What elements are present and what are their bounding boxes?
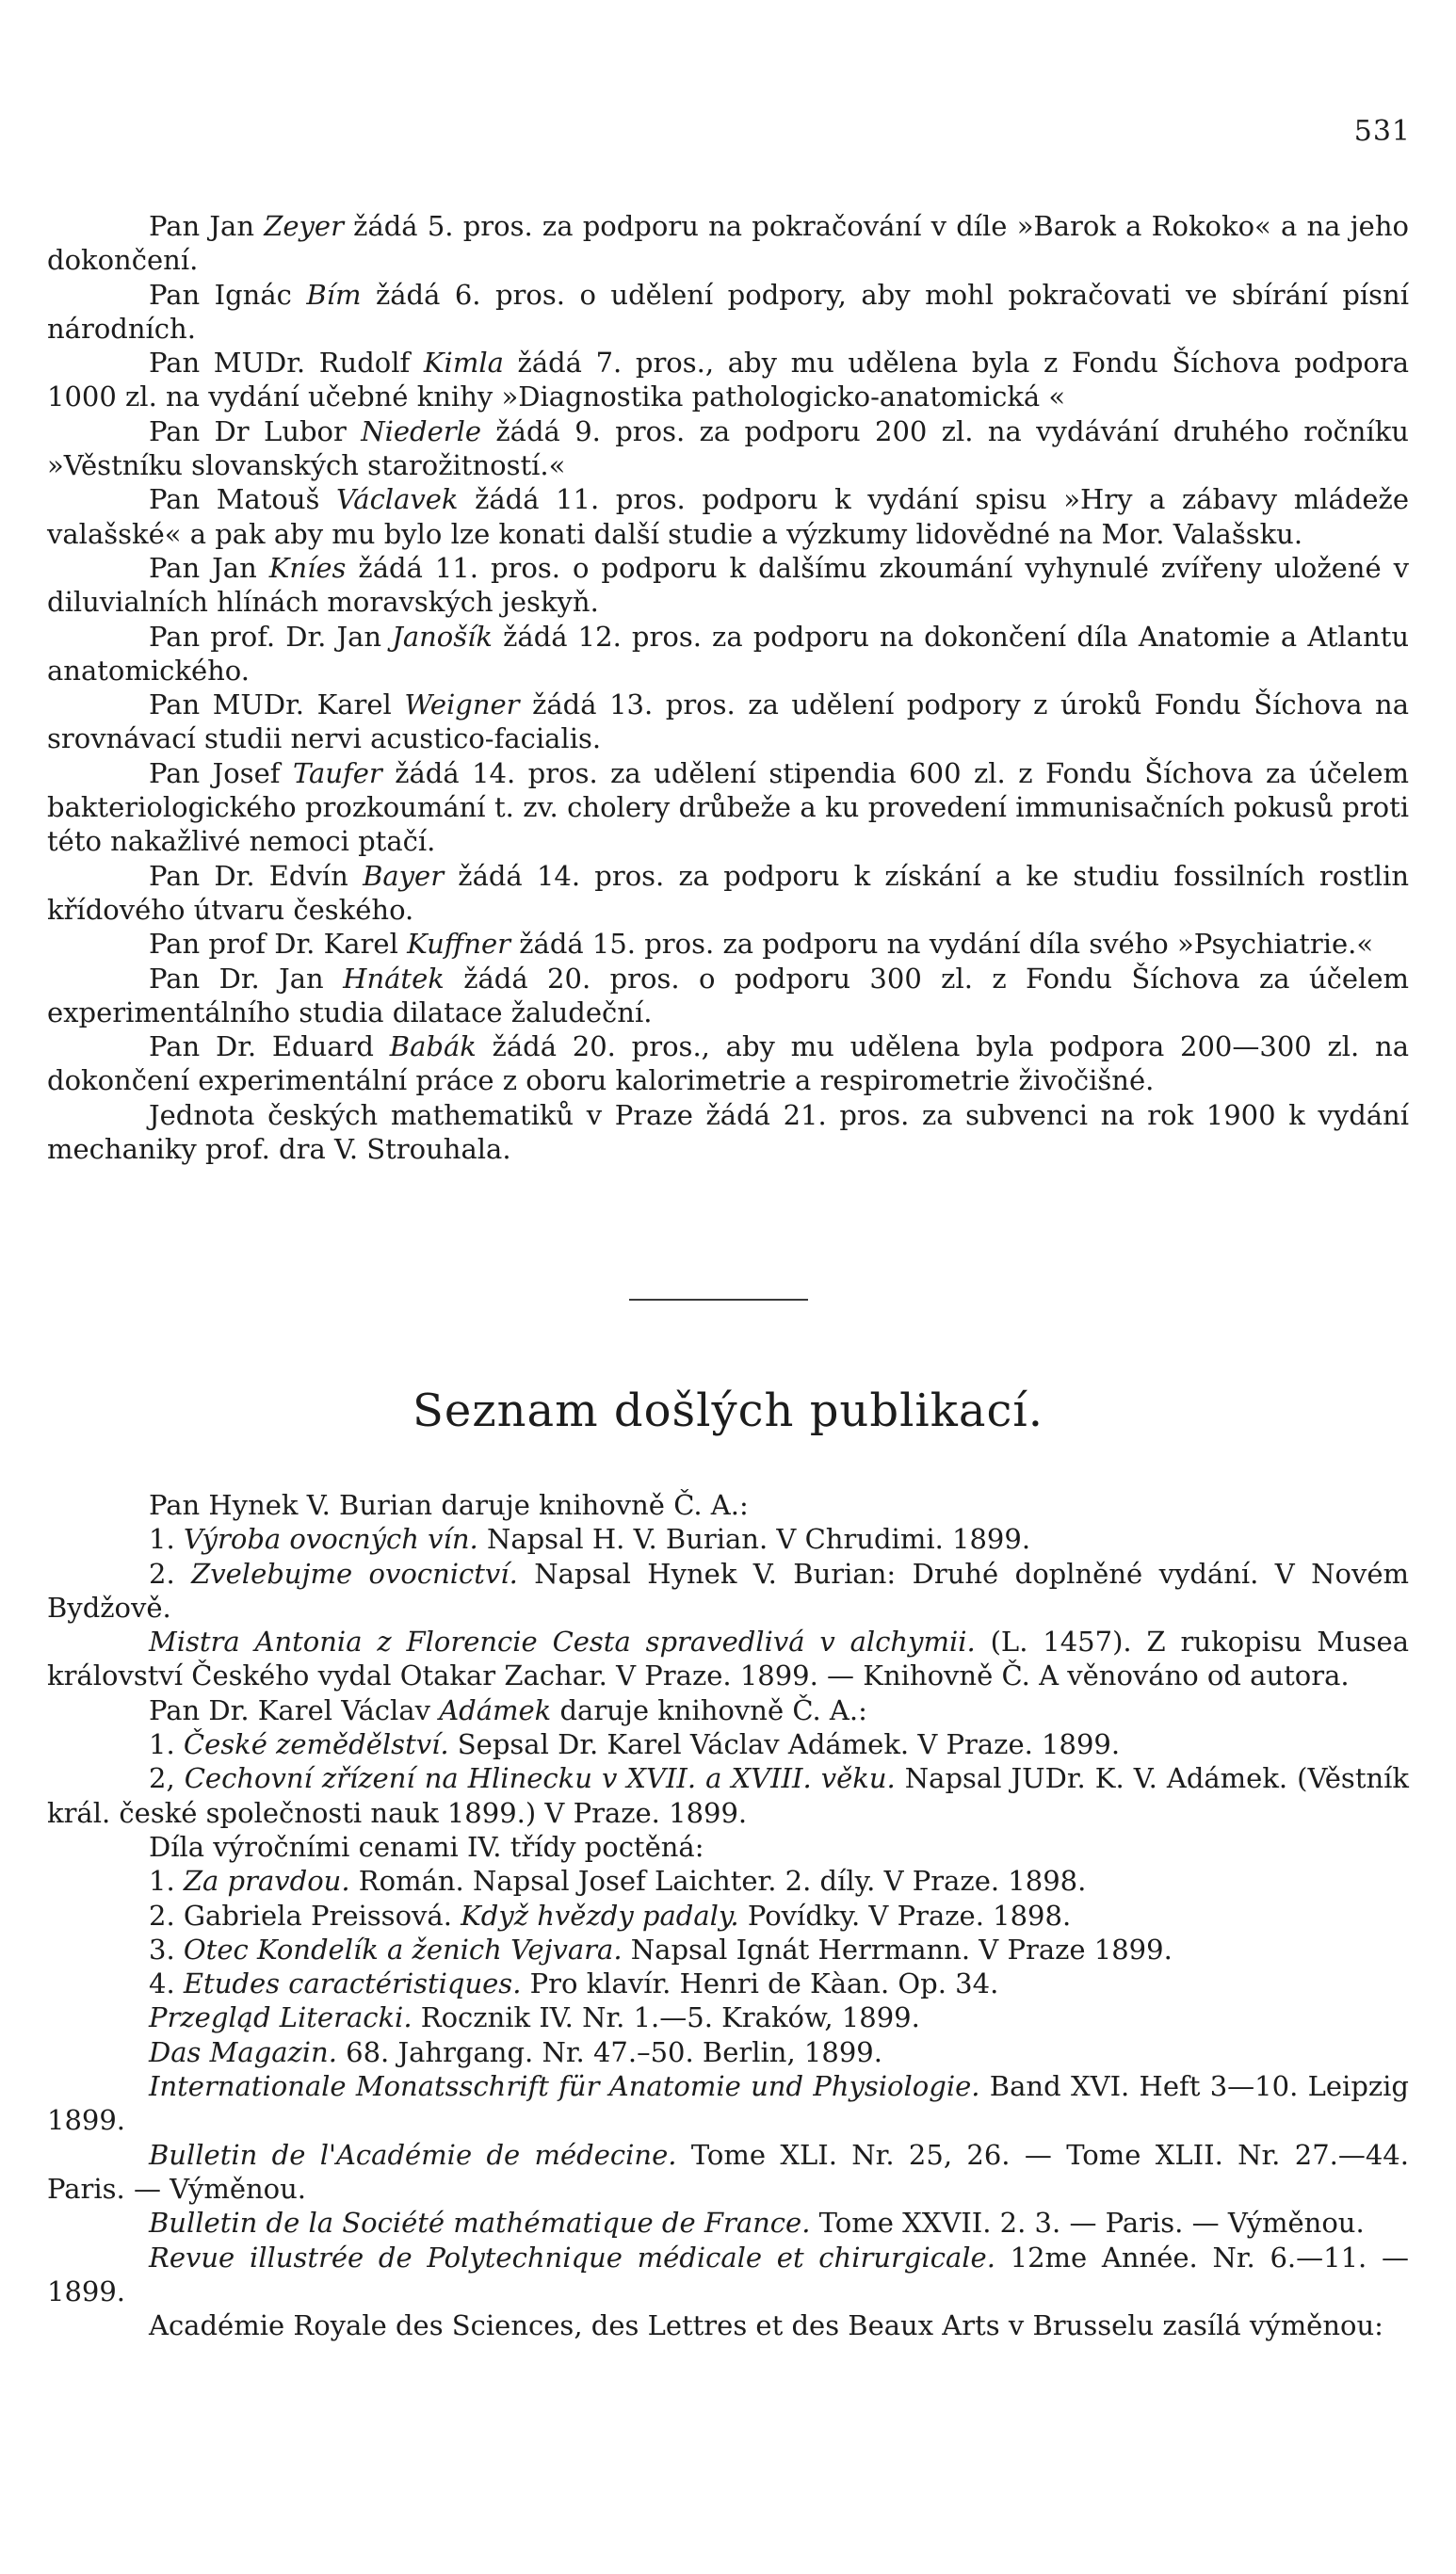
request-paragraph: Pan Ignác Bím žádá 6. pros. o udělení podpory, aby mohl pokračovati ve sbírání písní národních. [47, 278, 1410, 345]
publication-entry: 1. Výroba ovocných vín. Napsal H. V. Burian. V Chrudimi. 1899. [149, 1523, 1031, 1556]
publications-section [47, 1488, 1409, 2342]
publication-entry: Díla výročními cenami IV. třídy poctěná: [149, 1830, 704, 1863]
publication-entry: Revue illustrée de Polytechnique médicale et chirurgicale. 12me Année. Nr. 6.—11. — 1899. [47, 2241, 1409, 2307]
section-title: Seznam došlých publikací. [413, 1384, 1043, 1437]
request-paragraph: Pan prof. Dr. Jan Janošík žádá 12. pros. za podporu na dokončení díla Anatomie a Atlantu anatomického. [47, 620, 1409, 687]
publication-entry: Przegląd Literacki. Rocznik IV. Nr. 1.—5. Kraków, 1899. [149, 2001, 920, 2034]
request-paragraph: Pan Jan Zeyer žádá 5. pros. za podporu na pokračování v díle »Barok a Rokoko« a na jeho dokončení. [47, 210, 1409, 277]
publication-entry: 1. Za pravdou. Román. Napsal Josef Laichter. 2. díly. V Praze. 1898. [149, 1865, 1087, 1898]
publication-entry: Pan Dr. Karel Václav Adámek daruje knihovně Č. A.: [149, 1693, 867, 1726]
publication-entry: Das Magazin. 68. Jahrgang. Nr. 47.–50. Berlin, 1899. [149, 2035, 882, 2068]
request-paragraph: Pan prof Dr. Karel Kuffner žádá 15. pros. za podporu na vydání díla svého »Psychiatrie.« [149, 928, 1374, 961]
requests-section [47, 209, 1409, 1166]
request-paragraph: Pan Jan Kníes žádá 11. pros. o podporu k dalšímu zkoumání vyhynulé zvířeny uložené v diluvialních hlínách moravských jeskyň. [47, 551, 1409, 619]
publication-entry: Pan Hynek V. Burian daruje knihovně Č. A.: [149, 1489, 749, 1521]
publication-entry: Internationale Monatsschrift für Anatomie und Physiologie. Band XVI. Heft 3—10. Leipzig 1899. [47, 2070, 1409, 2137]
section-divider [629, 1299, 808, 1301]
publication-entry: 2. Zvelebujme ovocnictví. Napsal Hynek V. Burian: Druhé doplněné vydání. V Novém Bydžově. [47, 1557, 1410, 1624]
request-paragraph: Pan MUDr. Karel Weigner žádá 13. pros. za udělení podpory z úroků Fondu Šíchova na srovnávací studii nervi acustico-facialis. [47, 688, 1410, 755]
publication-entry: Bulletin de la Société mathématique de France. Tome XXVII. 2. 3. — Paris. — Výměnou. [149, 2207, 1365, 2240]
publication-entry: Mistra Antonia z Florencie Cesta spravedlivá v alchymii. (L. 1457). Z rukopisu Musea království Českého vydal Otakar Zachar. V Praze. 1899. — Knihovně Č. A věnováno od autora. [47, 1626, 1409, 1692]
publication-entry: 2, Cechovní zřízení na Hlinecku v XVII. a XVIII. věku. Napsal JUDr. K. V. Adámek. (Věstník král. české společnosti nauk 1899.) V Praze. 1899. [47, 1762, 1409, 1829]
request-paragraph: Pan Matouš Václavek žádá 11. pros. podporu k vydání spisu »Hry a zábavy mládeže valašské« a pak aby mu bylo lze konati další studie a výzkumy lidovědné na Mor. Valašsku. [47, 483, 1409, 550]
publication-entry: Bulletin de l'Académie de médecine. Tome XLI. Nr. 25, 26. — Tome XLII. Nr. 27.—44. Paris. — Výměnou. [47, 2138, 1409, 2205]
publication-entry: 2. Gabriela Preissová. Když hvězdy padaly. Povídky. V Praze. 1898. [149, 1899, 1072, 1932]
request-paragraph: Pan Josef Taufer žádá 14. pros. za udělení stipendia 600 zl. z Fondu Šíchova za účelem bakteriologického prozkoumání t. zv. cholery drůbeže a ku provedení immunisačních pokusů proti této nakažlivé nemoci ptačí. [47, 756, 1409, 858]
publication-entry: Académie Royale des Sciences, des Lettres et des Beaux Arts v Brusselu zasílá výměnou: [149, 2309, 1383, 2342]
request-paragraph: Pan MUDr. Rudolf Kimla žádá 7. pros., aby mu udělena byla z Fondu Šíchova podpora 1000 zl. na vydání učebné knihy »Diagnostika pathologicko-anatomická « [47, 347, 1410, 413]
request-paragraph: Pan Dr. Edvín Bayer žádá 14. pros. za podporu k získání a ke studiu fossilních rostlin křídového útvaru českého. [47, 859, 1409, 926]
request-paragraph: Pan Dr Lubor Niederle žádá 9. pros. za podporu 200 zl. na vydávání druhého ročníku »Věstníku slovanských starožitností.« [47, 414, 1409, 482]
page-number: 531 [1353, 115, 1411, 148]
request-paragraph: Pan Dr. Eduard Babák žádá 20. pros., aby mu udělena byla podpora 200—300 zl. na dokončení experimentální práce z oboru kalorimetrie a respirometrie živočišné. [47, 1030, 1409, 1097]
publication-entry: 1. České zemědělství. Sepsal Dr. Karel Václav Adámek. V Praze. 1899. [149, 1728, 1121, 1761]
publication-entry: 3. Otec Kondelík a ženich Vejvara. Napsal Ignát Herrmann. V Praze 1899. [149, 1933, 1173, 1966]
request-paragraph: Pan Dr. Jan Hnátek žádá 20. pros. o podporu 300 zl. z Fondu Šíchova za účelem experimentálního studia dilatace žaludeční. [47, 962, 1409, 1028]
request-paragraph: Jednota českých mathematiků v Praze žádá 21. pros. za subvenci na rok 1900 k vydání mechaniky prof. dra V. Strouhala. [47, 1098, 1409, 1166]
publication-entry: 4. Etudes caractéristiques. Pro klavír. Henri de Kàan. Op. 34. [149, 1967, 999, 2000]
